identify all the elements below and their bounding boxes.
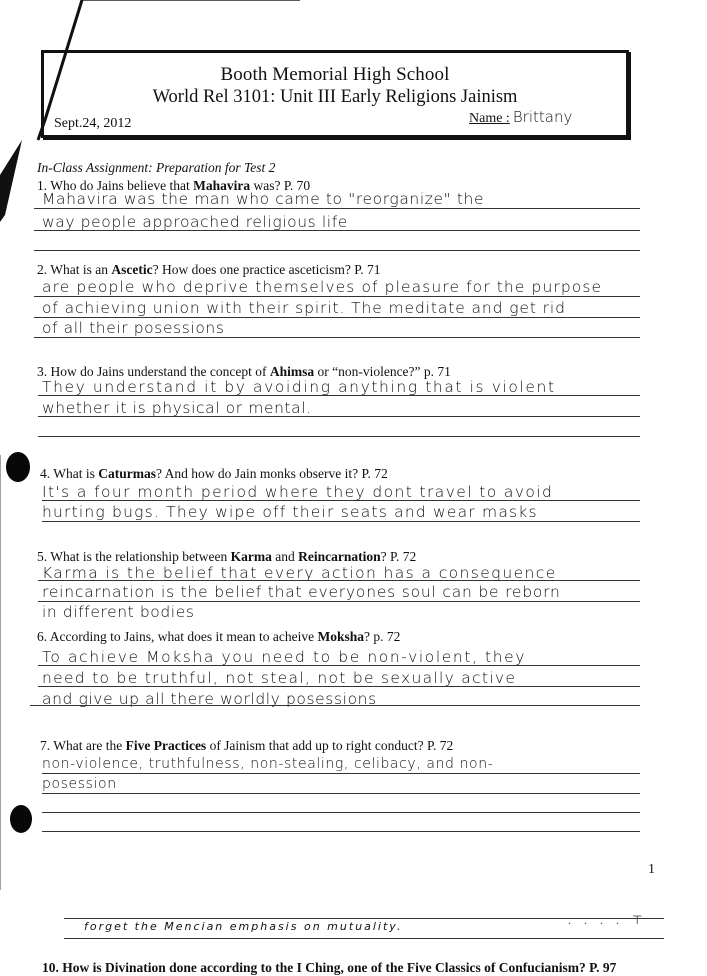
assignment-date: Sept.24, 2012 [54, 116, 132, 131]
question-number: 5. [37, 549, 48, 564]
answer-rule [34, 230, 640, 231]
assignment-subtitle: In-Class Assignment: Preparation for Test 2 [37, 160, 276, 175]
page-number: 1 [648, 862, 655, 877]
student-name-value: Brittany [512, 108, 573, 126]
question-number: 3. [37, 364, 48, 379]
answer-2-line-3: of all their posessions [42, 319, 225, 337]
answer-5-line-2: reincarnation is the belief that everyones soul can be reborn [42, 583, 561, 601]
question-keyword: Reincarnation [298, 549, 381, 564]
question-keyword: Caturmas [98, 466, 157, 481]
answer-rule [34, 317, 640, 318]
answer-rule [38, 665, 640, 666]
question-keyword: Five Practices [125, 738, 207, 753]
answer-rule [38, 395, 640, 396]
answer-rule [38, 580, 640, 581]
binder-hole-icon [6, 452, 30, 482]
question-4 [40, 466, 388, 482]
question-keyword: Moksha [317, 629, 364, 644]
answer-rule [38, 436, 640, 437]
question-text: ? p. 72 [363, 629, 401, 644]
answer-rule [42, 793, 640, 794]
answer-rule [34, 337, 640, 338]
binder-hole-icon [10, 805, 32, 833]
question-text: or “non-violence?” p. 71 [314, 364, 451, 379]
question-text: What are the [53, 738, 126, 753]
answer-rule [34, 208, 640, 209]
answer-6-line-1: To achieve Moksha you need to be non-violent, they [42, 648, 527, 666]
question-text: How do Jains understand the concept of [50, 364, 270, 379]
header-box [41, 50, 629, 138]
answer-rule [42, 812, 640, 813]
answer-rule [38, 416, 640, 417]
question-6 [37, 629, 400, 645]
answer-rule [34, 296, 640, 297]
answer-4-line-2: hurting bugs. They wipe off their seats and wear masks [42, 503, 538, 521]
question-text: was? P. 70 [250, 178, 311, 193]
answer-4-line-1: It's a four month period where they dont travel to avoid [42, 483, 554, 501]
question-2 [37, 262, 381, 278]
question-7 [40, 738, 453, 754]
question-keyword: Ascetic [111, 262, 153, 277]
question-number: 2. [37, 262, 48, 277]
question-text: Who do Jains believe that [50, 178, 194, 193]
answer-7-line-2: posession [42, 776, 117, 792]
answer-rule [34, 250, 640, 251]
name-label: Name : [469, 111, 510, 126]
answer-rule [42, 500, 640, 501]
answer-rule [64, 938, 664, 939]
question-keyword: Mahavira [193, 178, 251, 193]
question-keyword: Karma [230, 549, 272, 564]
answer-2-line-1: are people who deprive themselves of pleasure for the purpose [42, 278, 603, 296]
answer-5-line-3: in different bodies [42, 603, 195, 621]
answer-rule [30, 705, 640, 706]
next-page-question-fragment: 10. How is Divination done according to the I Ching, one of the Five Classics of Confucianism? P. 97 [42, 960, 617, 975]
answer-rule [38, 686, 640, 687]
answer-1-line-2: way people approached religious life [42, 213, 348, 231]
question-number: 7. [40, 738, 51, 753]
course-title: World Rel 3101: Unit III Early Religions Jainism [152, 87, 518, 107]
question-keyword: Ahimsa [269, 364, 315, 379]
school-name: Booth Memorial High School [220, 64, 450, 85]
answer-5-line-1: Karma is the belief that every action has a consequence [42, 564, 557, 582]
answer-6-line-3: and give up all there worldly posessions [42, 690, 377, 708]
student-name-field [469, 108, 572, 127]
answer-2-line-2: of achieving union with their spirit. The meditate and get rid [42, 299, 566, 317]
question-text: and [271, 549, 299, 564]
question-number: 4. [40, 466, 51, 481]
question-text: What is [53, 466, 99, 481]
answer-3-line-2: whether it is physical or mental. [42, 399, 312, 417]
answer-rule [38, 601, 640, 602]
next-page-answer-fragment: forget the Mencian emphasis on mutuality. [84, 920, 403, 933]
question-text: of Jainism that add up to right conduct? P. 72 [206, 738, 454, 753]
question-text: What is an [50, 262, 112, 277]
question-text: ? P. 72 [380, 549, 417, 564]
answer-3-line-1: They understand it by avoiding anything that is violent [42, 378, 556, 396]
question-text: ? How does one practice asceticism? P. 71 [152, 262, 381, 277]
answer-7-line-1: non-violence, truthfulness, non-stealing, celibacy, and non- [42, 756, 494, 772]
question-text: According to Jains, what does it mean to acheive [49, 629, 318, 644]
answer-rule [42, 773, 640, 774]
question-text: What is the relationship between [50, 549, 231, 564]
answer-rule [42, 831, 640, 832]
question-number: 6. [37, 629, 48, 644]
question-5 [37, 549, 416, 565]
answer-rule [42, 521, 640, 522]
question-number: 1. [37, 178, 48, 193]
scan-artifact: . . . . ⊤ [568, 913, 648, 927]
answer-6-line-2: need to be truthful, not steal, not be sexually active [42, 669, 517, 687]
question-text: ? And how do Jain monks observe it? P. 72 [156, 466, 388, 481]
answer-1-line-1: Mahavira was the man who came to "reorganize" the [42, 190, 485, 208]
